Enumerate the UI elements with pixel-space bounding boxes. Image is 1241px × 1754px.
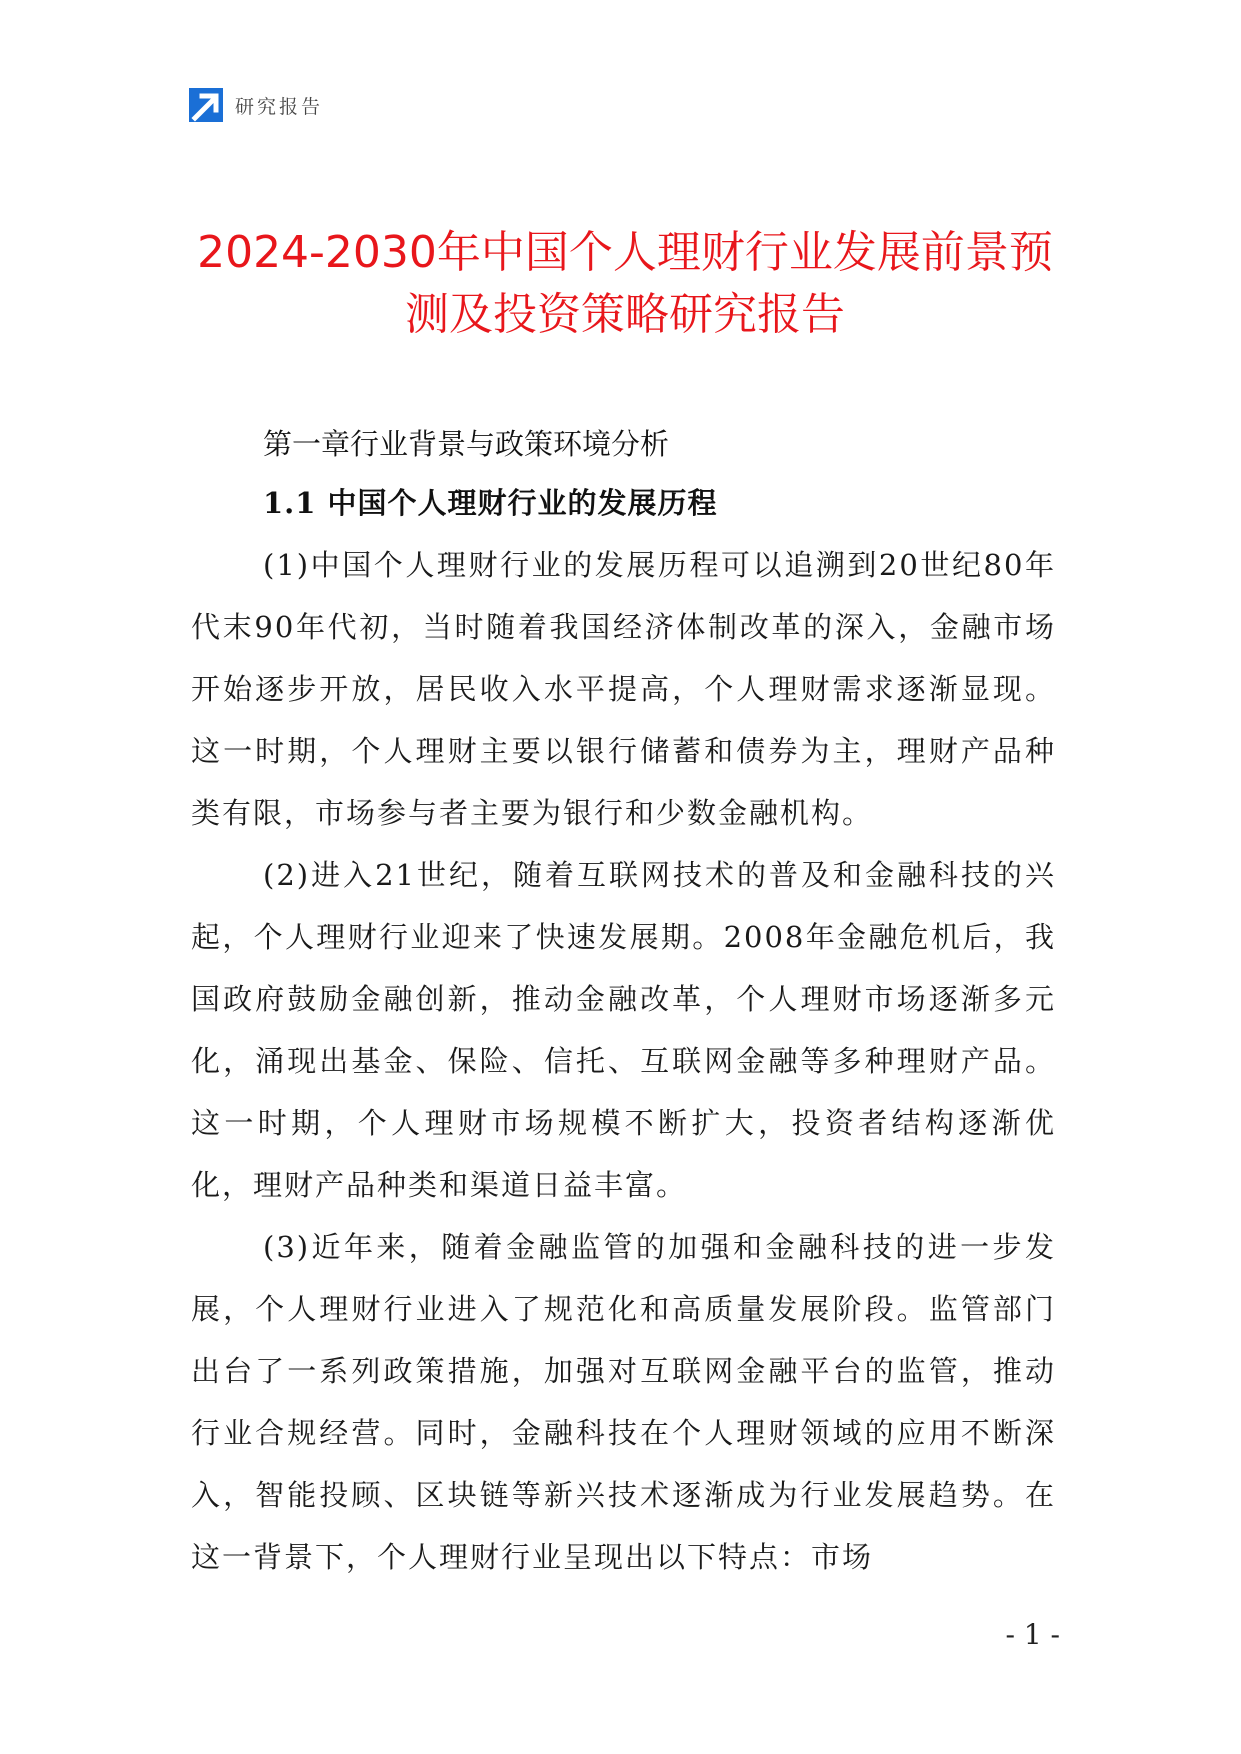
paragraph-3: (3)近年来，随着金融监管的加强和金融科技的进一步发展，个人理财行业进入了规范化和高质量发展阶段。监管部门出台了一系列政策措施，加强对互联网金融平台的监管，推动行业合规经营。同时，金融科技在个人理财领域的应用不断深入，智能投顾、区块链等新兴技术逐渐成为行业发展趋势。在这一背景下，个人理财行业呈现出以下特点：市场	[191, 1230, 1056, 1574]
document-body	[191, 416, 1056, 1588]
paragraph-2: (2)进入21世纪，随着互联网技术的普及和金融科技的兴起，个人理财行业迎来了快速发展期。2008年金融危机后，我国政府鼓励金融创新，推动金融改革，个人理财市场逐渐多元化，涌现出基金、保险、信托、互联网金融等多种理财产品。这一时期，个人理财市场规模不断扩大，投资者结构逐渐优化，理财产品种类和渠道日益丰富。	[191, 858, 1056, 1202]
header-label: 研究报告	[235, 95, 324, 118]
chapter-heading: 第一章行业背景与政策环境分析	[263, 427, 670, 461]
report-header	[189, 88, 323, 122]
arrow-up-right-icon	[189, 88, 223, 122]
paragraph-1: (1)中国个人理财行业的发展历程可以追溯到20世纪80年代末90年代初，当时随着我国经济体制改革的深入，金融市场开始逐步开放，居民收入水平提高，个人理财需求逐渐显现。这一时期，个人理财主要以银行储蓄和债券为主，理财产品种类有限，市场参与者主要为银行和少数金融机构。	[191, 548, 1056, 830]
page-number: - 1 -	[1005, 1618, 1060, 1651]
section-heading: 1.1 中国个人理财行业的发展历程	[263, 486, 718, 520]
document-title: 2024-2030年中国个人理财行业发展前景预测及投资策略研究报告	[197, 227, 1053, 340]
